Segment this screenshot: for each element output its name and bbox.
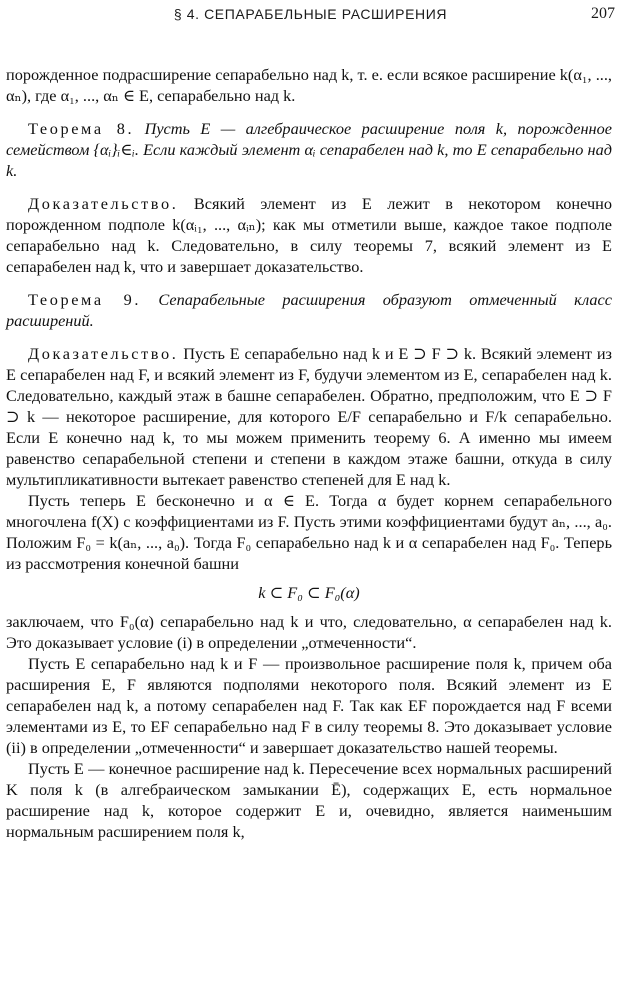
theorem-8 — [6, 118, 612, 181]
proof-2-text: Пусть E сепарабельно над k и E ⊃ F ⊃ k. Всякий элемент из E сепарабелен над F, и всякий элемент из F, будучи элементом из E, сепарабелен над k. Следовательно, каждый этаж в башне сепарабелен. Обратно, предположим, что E ⊃ F ⊃ k — некоторое расширение, для которого E/F сепарабельно и F/k сепарабельно. Если E конечно над k, то мы можем применить теорему 6. А именно мы имеем равенство сепарабельной степени и степени в каждом этаже башни, откуда в силу мультипликативности вытекает равенство степеней для E над k. — [6, 344, 612, 489]
paragraph-normal-closure: Пусть E — конечное расширение над k. Пересечение всех нормальных расширений K поля k (в алгебраическом замыкании Ē), содержащих E, есть нормальное расширение над k, которое содержит E и, очевидно, является наименьшим нормальным расширением поля k, — [6, 759, 612, 841]
paragraph-condition-ii: Пусть E сепарабельно над k и F — произвольное расширение поля k, причем оба расширения E, F являются подполями некоторого поля. Всякий элемент из E сепарабелен над k, а потому сепарабелен над F. Так как EF порождается над F всеми элементами из E, то EF сепарабельно над F в силу теоремы 8. Это доказывает условие (ii) в определении „отмеченности“ и завершает доказательство нашей теоремы. — [6, 654, 612, 757]
tower-formula: k ⊂ F₀ ⊂ F₀(α) — [258, 583, 360, 602]
running-head: § 4. СЕПАРАБЕЛЬНЫЕ РАСШИРЕНИЯ — [173, 6, 448, 22]
page-number: 207 — [591, 5, 615, 22]
proof-1-text: Всякий элемент из E лежит в некотором конечно порожденном подполе k(αᵢ₁, ..., αᵢₙ); как мы отметили выше, каждое такое подполе сепарабельно над k. Следовательно, в силу теоремы 7, всякий элемент из E сепарабелен над k, что и завершает доказательство. — [6, 194, 612, 276]
proof-theorem-8 — [6, 193, 612, 277]
theorem-8-label: Теорема 8. — [28, 119, 135, 138]
theorem-9-label: Теорема 9. — [28, 290, 142, 309]
page-header — [0, 6, 621, 28]
proof-1-label: Доказательство. — [28, 194, 179, 213]
proof-theorem-9 — [6, 343, 612, 490]
paragraph-infinite-case: Пусть теперь E бесконечно и α ∈ E. Тогда α будет корнем сепарабельного многочлена f(X) с коэффициентами из F. Пусть этими коэффициентами будут aₙ, ..., a₀. Положим F₀ = k(aₙ, ..., a₀). Тогда F₀ сепарабельно над k и α сепарабелен над F₀. Теперь из рассмотрения конечной башни — [6, 491, 612, 573]
page-body — [6, 64, 612, 842]
paragraph-continuation: порожденное подрасширение сепарабельно над k, т. е. если всякое расширение k(α₁, ..., αₙ), где α₁, ..., αₙ ∈ E, сепарабельно над k. — [6, 65, 612, 105]
theorem-9 — [6, 289, 612, 331]
paragraph-conclusion-i: заключаем, что F₀(α) сепарабельно над k и что, следовательно, α сепарабелен над k. Это доказывает условие (i) в определении „отмеченности“. — [6, 612, 612, 652]
theorem-8-statement: Пусть E — алгебраическое расширение поля k, порожденное семейством {αᵢ}ᵢ∈ᵢ. Если каждый элемент αᵢ сепарабелен над k, то E сепарабельно над k. — [6, 119, 612, 180]
theorem-9-statement: Сепарабельные расширения образуют отмеченный класс расширений. — [6, 290, 612, 330]
proof-2-label: Доказательство. — [28, 344, 179, 363]
